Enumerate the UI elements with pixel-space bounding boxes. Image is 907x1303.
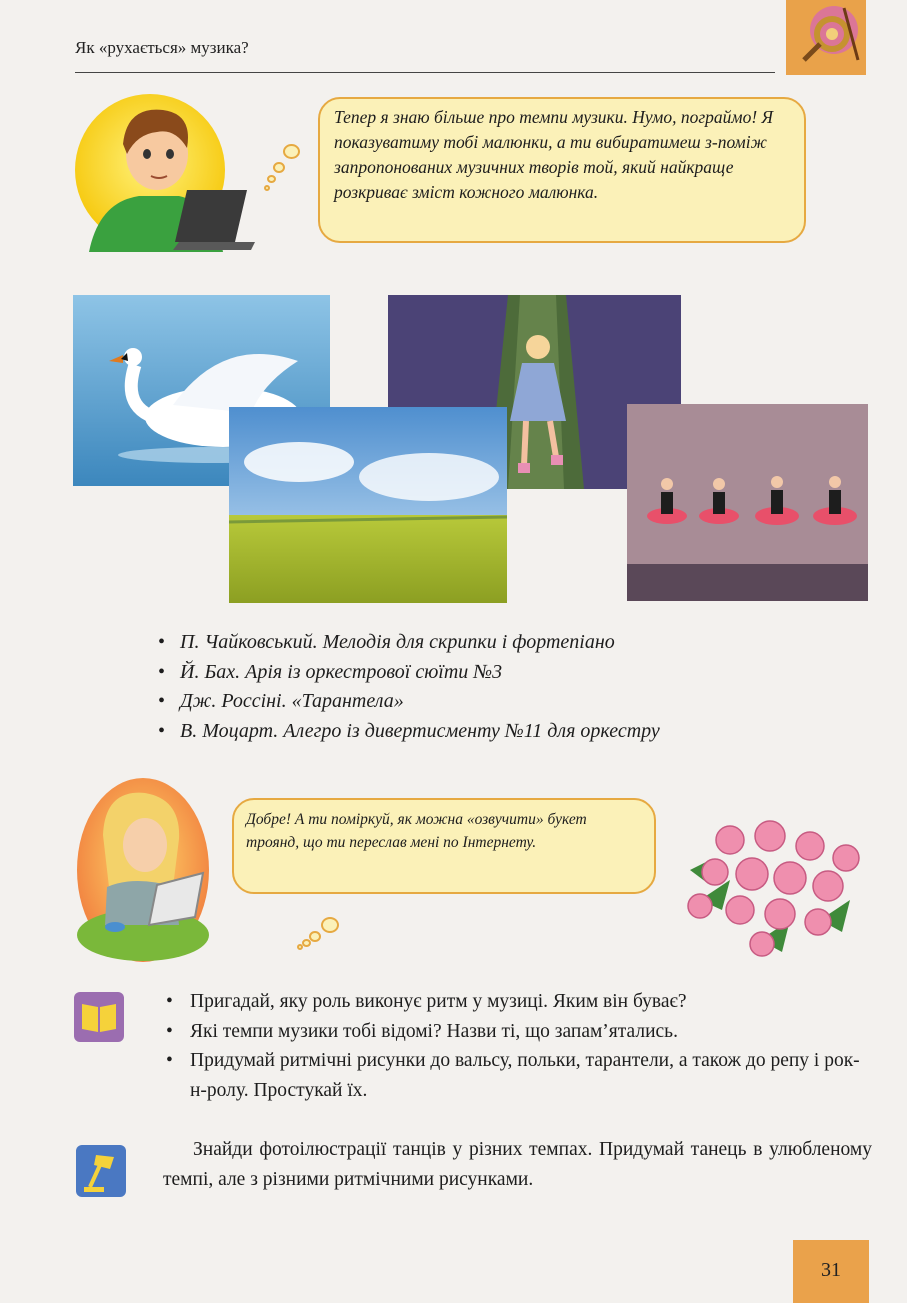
list-item: • Які темпи музики тобі відомі? Назви ті, що запам’ятались.: [163, 1017, 872, 1047]
header-title: Як «рухається» музика?: [75, 38, 249, 57]
meadow-photo: [229, 407, 507, 603]
list-item: • П. Чайковський. Мелодія для скрипки і фортепіано: [155, 628, 660, 658]
list-item: • Дж. Россіні. «Тарантела»: [155, 687, 660, 717]
boy-with-laptop-illustration: [75, 92, 260, 252]
french-horn-emblem-icon: [786, 0, 866, 75]
list-item: • Й. Бах. Арія із оркестрової сюїти №3: [155, 658, 660, 688]
book-icon: [74, 992, 124, 1042]
thought-dot: [321, 917, 339, 933]
thought-dot: [309, 931, 321, 942]
thought-dot: [264, 185, 270, 191]
ballet-stage-photo: [627, 404, 868, 601]
boy-speech-bubble: Тепер я знаю більше про темпи музики. Нумо, пограймо! Я показуватиму тобі малюнки, а ти вибиратимеш з-поміж запропонованих музичних творів той, який найкраще розкриває зміст кожного малюнка.: [318, 97, 806, 243]
page-number-box: [793, 1240, 869, 1303]
task-list: [163, 987, 872, 1105]
thought-dot: [297, 944, 303, 950]
list-item: • Придумай ритмічні рисунки до вальсу, польки, тарантели, а також до репу і рок-н-ролу. Простукай їх.: [163, 1046, 872, 1105]
rose-bouquet-image: [670, 810, 870, 960]
header-rule: [75, 72, 775, 73]
thought-dot: [273, 162, 285, 173]
list-item: • В. Моцарт. Алегро із дивертисменту №11 для оркестру: [155, 717, 660, 747]
music-works-list: [155, 628, 660, 746]
page-number: 31: [821, 1259, 841, 1281]
girl-with-laptop-illustration: [75, 775, 210, 965]
thought-dot: [302, 939, 311, 947]
thought-dot: [283, 144, 300, 159]
lamp-icon: [76, 1145, 126, 1197]
list-item: • Пригадай, яку роль виконує ритм у музиці. Яким він буває?: [163, 987, 872, 1017]
thought-dot: [267, 175, 276, 183]
girl-speech-bubble: Добре! А ти поміркуй, як можна «озвучити» букет троянд, що ти переслав мені по Інтернету.: [232, 798, 656, 894]
extra-task-text: Знайди фотоілюстрації танців у різних темпах. Придумай танець в улюбленому темпі, але з різними ритмічними рисунками.: [163, 1139, 872, 1190]
